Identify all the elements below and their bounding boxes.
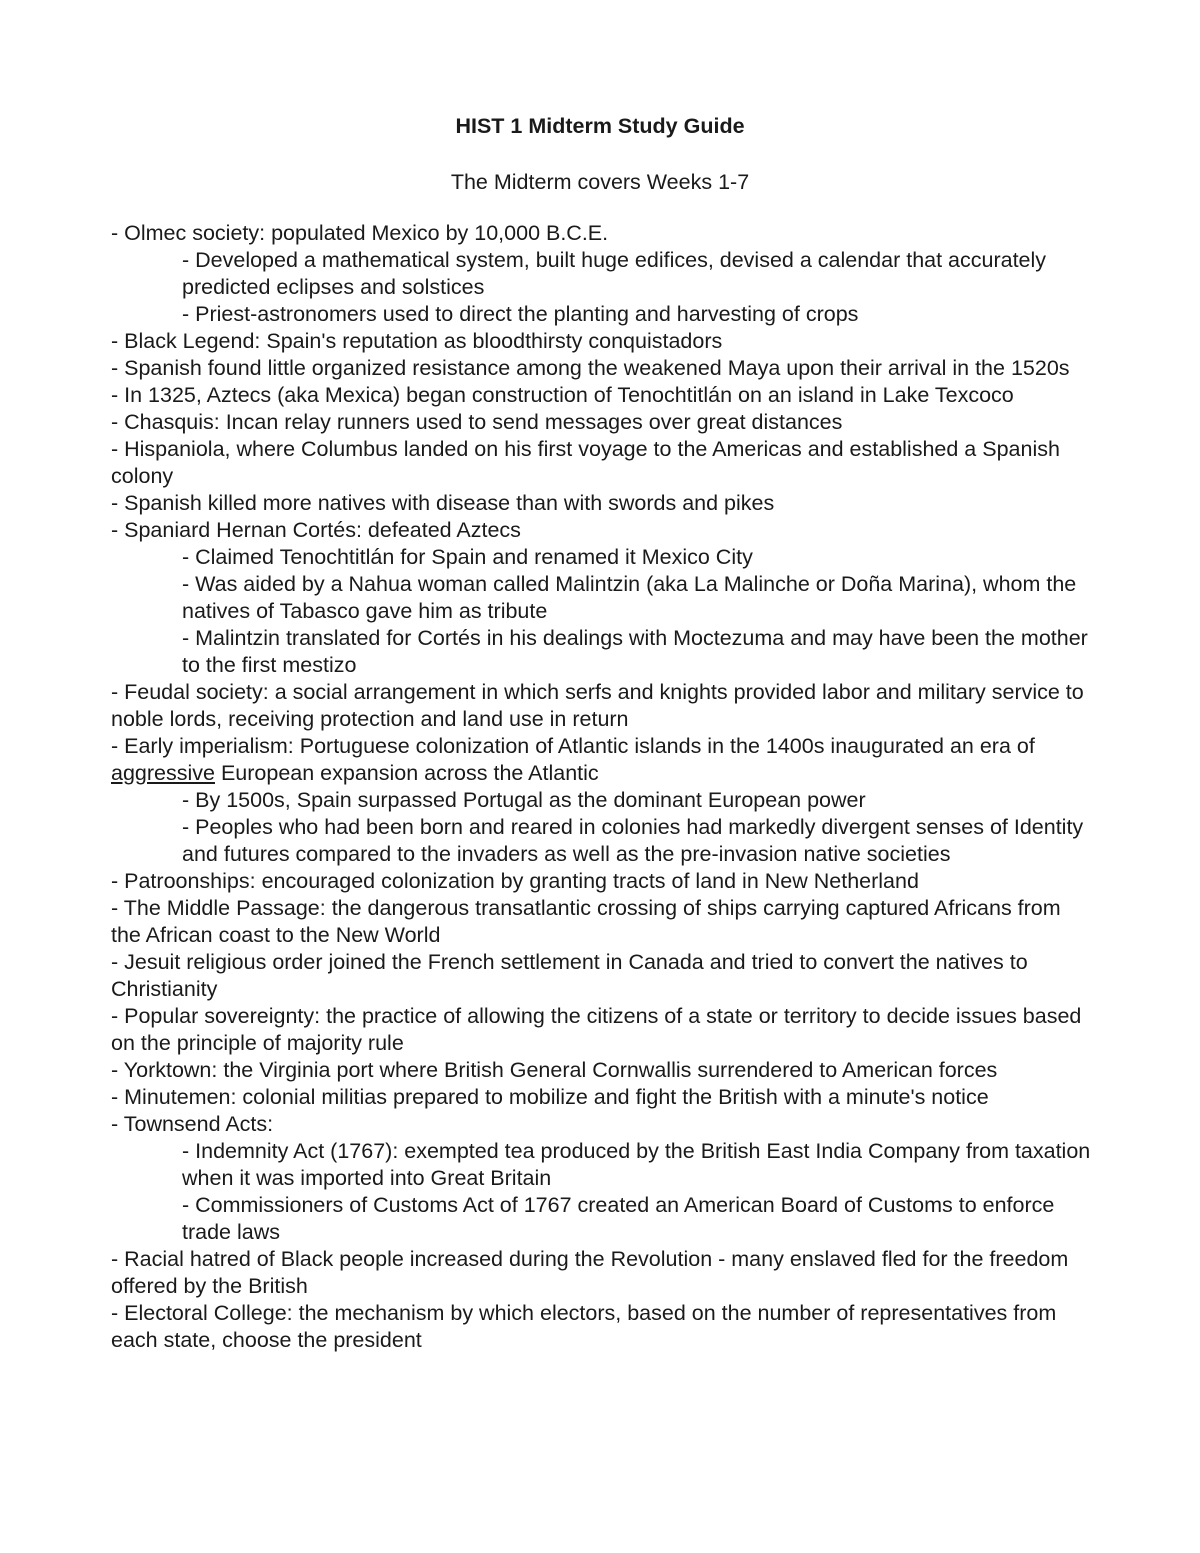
sub-bullet-item xyxy=(111,787,1096,814)
bullet-text: - Chasquis: Incan relay runners used to send messages over great distances xyxy=(111,410,843,434)
bullet-item xyxy=(111,1084,1096,1111)
bullet-item xyxy=(111,382,1096,409)
bullet-text: - Commissioners of Customs Act of 1767 created an American Board of Customs to enforce trade laws xyxy=(182,1193,1055,1244)
sub-bullet-item xyxy=(111,1138,1096,1192)
bullet-item xyxy=(111,1111,1096,1138)
bullet-text: - Townsend Acts: xyxy=(111,1112,274,1136)
bullet-text: - Electoral College: the mechanism by which electors, based on the number of representatives from each state, choose the president xyxy=(111,1301,1057,1352)
bullet-item xyxy=(111,1246,1096,1300)
bullet-item xyxy=(111,868,1096,895)
bullet-item xyxy=(111,1057,1096,1084)
bullet-text: - Yorktown: the Virginia port where British General Cornwallis surrendered to American forces xyxy=(111,1058,998,1082)
bullet-item xyxy=(111,949,1096,1003)
bullet-text: - Jesuit religious order joined the French settlement in Canada and tried to convert the natives to Christianity xyxy=(111,950,1028,1001)
bullet-item xyxy=(111,1003,1096,1057)
bullet-text: - Black Legend: Spain's reputation as bloodthirsty conquistadors xyxy=(111,329,723,353)
bullet-text: - Peoples who had been born and reared in colonies had markedly divergent senses of Identity and futures compared to the invaders as well as the pre-invasion native societies xyxy=(182,815,1084,866)
sub-bullet-item xyxy=(111,814,1096,868)
bullet-text: - By 1500s, Spain surpassed Portugal as the dominant European power xyxy=(182,788,866,812)
bullet-text: - Indemnity Act (1767): exempted tea produced by the British East India Company from taxation when it was imported into Great Britain xyxy=(182,1139,1091,1190)
bullet-item xyxy=(111,355,1096,382)
bullet-item xyxy=(111,490,1096,517)
bullet-text: - Malintzin translated for Cortés in his dealings with Moctezuma and may have been the mother to the first mestizo xyxy=(182,626,1088,677)
document-subtitle: The Midterm covers Weeks 1-7 xyxy=(450,170,750,194)
sub-bullet-item xyxy=(111,625,1096,679)
sub-bullet-item xyxy=(111,1192,1096,1246)
bullet-text: - Minutemen: colonial militias prepared to mobilize and fight the British with a minute's notice xyxy=(111,1085,989,1109)
document-title: HIST 1 Midterm Study Guide xyxy=(455,114,745,138)
bullet-text: - Patroonships: encouraged colonization by granting tracts of land in New Netherland xyxy=(111,869,919,893)
bullet-text: - Popular sovereignty: the practice of allowing the citizens of a state or territory to decide issues based on the principle of majority rule xyxy=(111,1004,1082,1055)
bullet-text: - Early imperialism: Portuguese colonization of Atlantic islands in the 1400s inaugurated an era of xyxy=(111,734,1035,758)
bullet-item xyxy=(111,733,1096,787)
sub-bullet-item xyxy=(111,571,1096,625)
bullet-text: - Olmec society: populated Mexico by 10,000 B.C.E. xyxy=(111,221,609,245)
notes-list xyxy=(111,220,1096,1354)
bullet-text: - Feudal society: a social arrangement in which serfs and knights provided labor and military service to noble lords, receiving protection and land use in return xyxy=(111,680,1084,731)
sub-bullet-item xyxy=(111,247,1096,301)
bullet-text: - The Middle Passage: the dangerous transatlantic crossing of ships carrying captured Africans from the African coast to the New World xyxy=(111,896,1061,947)
bullet-text: - Hispaniola, where Columbus landed on his first voyage to the Americas and established a Spanish colony xyxy=(111,437,1060,488)
bullet-item xyxy=(111,517,1096,544)
sub-bullet-item xyxy=(111,544,1096,571)
bullet-item xyxy=(111,220,1096,247)
bullet-text: - Priest-astronomers used to direct the planting and harvesting of crops xyxy=(182,302,859,326)
bullet-item xyxy=(111,895,1096,949)
bullet-text: - Claimed Tenochtitlán for Spain and renamed it Mexico City xyxy=(182,545,753,569)
bullet-item xyxy=(111,1300,1096,1354)
bullet-item xyxy=(111,679,1096,733)
bullet-item xyxy=(111,436,1096,490)
bullet-text: - Was aided by a Nahua woman called Malintzin (aka La Malinche or Doña Marina), whom the natives of Tabasco gave him as tribute xyxy=(182,572,1077,623)
bullet-item xyxy=(111,409,1096,436)
bullet-text: - Spanish killed more natives with disease than with swords and pikes xyxy=(111,491,775,515)
bullet-text: - Spaniard Hernan Cortés: defeated Aztecs xyxy=(111,518,521,542)
bullet-text: - In 1325, Aztecs (aka Mexica) began construction of Tenochtitlán on an island in Lake Texcoco xyxy=(111,383,1014,407)
bullet-text: - Developed a mathematical system, built huge edifices, devised a calendar that accurately predicted eclipses and solstices xyxy=(182,248,1047,299)
bullet-text: - Spanish found little organized resistance among the weakened Maya upon their arrival in the 1520s xyxy=(111,356,1070,380)
bullet-text: - Racial hatred of Black people increased during the Revolution - many enslaved fled for the freedom offered by the British xyxy=(111,1247,1069,1298)
underlined-word: aggressive xyxy=(111,761,215,785)
bullet-item xyxy=(111,328,1096,355)
bullet-text: European expansion across the Atlantic xyxy=(214,761,599,785)
sub-bullet-item xyxy=(111,301,1096,328)
